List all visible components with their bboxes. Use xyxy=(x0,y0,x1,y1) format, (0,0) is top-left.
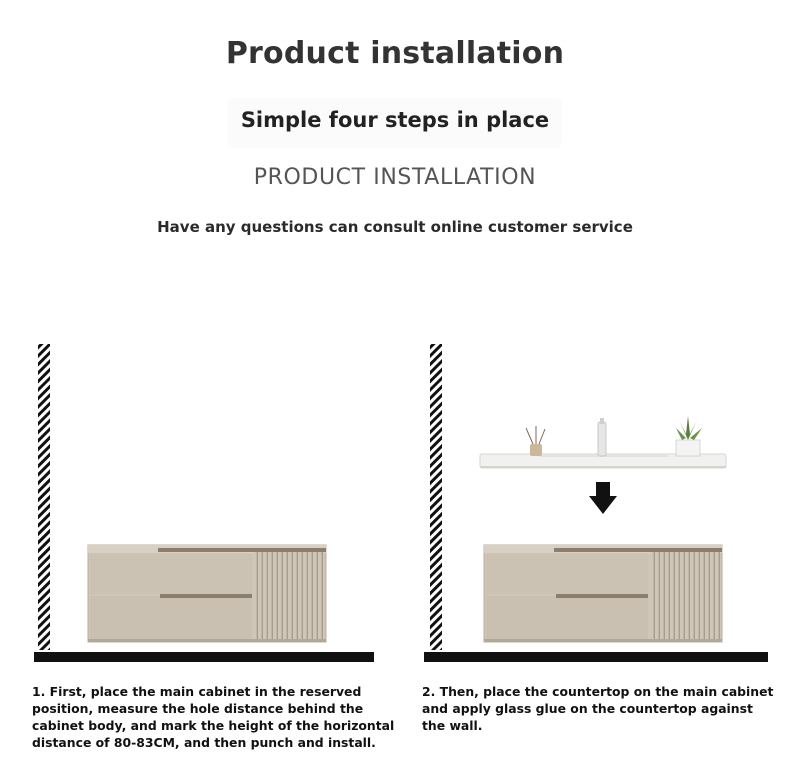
down-arrow-icon xyxy=(589,482,617,514)
section-heading-caps: PRODUCT INSTALLATION xyxy=(253,165,537,190)
faucet-icon xyxy=(598,418,606,456)
main-cabinet xyxy=(88,545,326,642)
step-1-illustration xyxy=(28,330,378,670)
step-1-caption: 1. First, place the main cabinet in the reserved position, measure the hole distance behind the cabinet body, and mark the height of the horizontal distance of 80-83CM, and then punch and install. xyxy=(32,684,395,750)
page-title: Product installation xyxy=(225,36,565,71)
wall-hatch xyxy=(38,344,50,650)
step-2-caption: 2. Then, place the countertop on the main cabinet and apply glass glue on the countertop against the wall. xyxy=(422,684,774,733)
page-subtitle: Simple four steps in place xyxy=(240,108,550,132)
floor-line xyxy=(34,652,374,662)
floor-line xyxy=(424,652,768,662)
consult-note: Have any questions can consult online customer service xyxy=(157,218,633,236)
potted-plant-icon xyxy=(676,416,702,456)
reed-diffuser-icon xyxy=(526,426,545,456)
main-cabinet xyxy=(484,545,722,642)
wall-hatch xyxy=(430,344,442,650)
step-2-illustration xyxy=(420,330,780,670)
